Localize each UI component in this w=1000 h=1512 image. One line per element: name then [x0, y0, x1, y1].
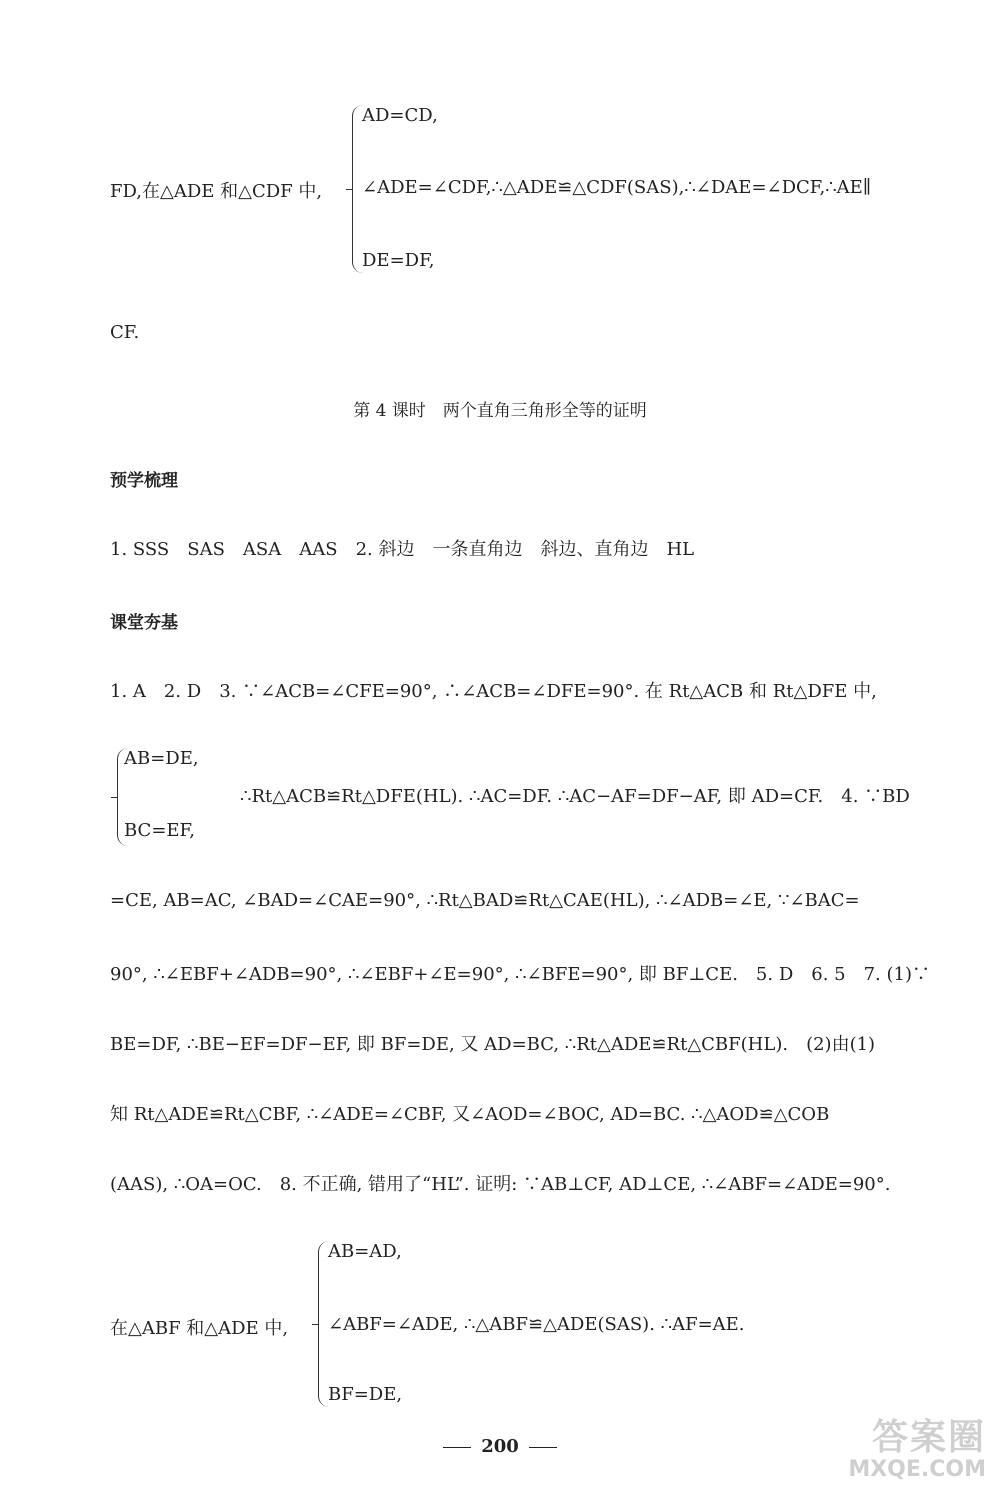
dash-left: [443, 1447, 471, 1448]
block2-row3: BC=EF,: [124, 820, 195, 841]
heading-prestudy: 预学梳理: [110, 471, 178, 491]
page-number-text: 200: [481, 1436, 519, 1457]
paragraph-4: BE=DF, ∴BE−EF=DF−EF, 即 BF=DE, 又 AD=BC, ∴Rt△ADE≌Rt△CBF(HL). (2)由(1): [110, 1034, 876, 1055]
block1-tail: CF.: [110, 322, 140, 343]
block3-row2: ∠ABF=∠ADE, ∴△ABF≌△ADE(SAS). ∴AF=AE.: [328, 1314, 745, 1335]
paragraph-1: 1. A 2. D 3. ∵∠ACB=∠CFE=90°, ∴∠ACB=∠DFE=90°. 在 Rt△ACB 和 Rt△DFE 中,: [110, 681, 877, 702]
paragraph-5: 知 Rt△ADE≌Rt△CBF, ∴∠ADE=∠CBF, 又∠AOD=∠BOC, AD=BC. ∴△AOD≌△COB: [110, 1104, 830, 1125]
paragraph-6: (AAS), ∴OA=OC. 8. 不正确, 错用了“HL”. 证明: ∵AB⊥CF, AD⊥CE, ∴∠ABF=∠ADE=90°.: [110, 1174, 891, 1195]
block1-row1: AD=CD,: [362, 105, 438, 126]
section-title: 第 4 课时 两个直角三角形全等的证明: [353, 401, 647, 421]
prestudy-answers: 1. SSS SAS ASA AAS 2. 斜边 一条直角边 斜边、直角边 HL: [110, 539, 695, 560]
dash-right: [529, 1447, 557, 1448]
block2-row1: AB=DE,: [124, 748, 199, 769]
watermark-logo: [848, 1418, 986, 1482]
block3-row1: AB=AD,: [328, 1241, 402, 1262]
block2-mid: ∴Rt△ACB≌Rt△DFE(HL). ∴AC=DF. ∴AC−AF=DF−AF, 即 AD=CF. 4. ∵BD: [240, 786, 910, 807]
block3-row3: BF=DE,: [328, 1384, 403, 1405]
block3-prefix: 在△ABF 和△ADE 中,: [110, 1318, 289, 1339]
block1-prefix: FD,在△ADE 和△CDF 中,: [110, 181, 323, 202]
watermark-line2: MXQE.COM: [848, 1456, 986, 1482]
paragraph-3: 90°, ∴∠EBF+∠ADB=90°, ∴∠EBF+∠E=90°, ∴∠BFE=90°, 即 BF⊥CE. 5. D 6. 5 7. (1)∵: [110, 964, 931, 985]
watermark-line1: 答案圈: [871, 1417, 986, 1458]
block1-row2: ∠ADE=∠CDF,∴△ADE≌△CDF(SAS),∴∠DAE=∠DCF,∴AE∥: [362, 177, 872, 198]
heading-classwork: 课堂夯基: [110, 613, 178, 633]
paragraph-2: =CE, AB=AC, ∠BAD=∠CAE=90°, ∴Rt△BAD≌Rt△CAE(HL), ∴∠ADB=∠E, ∵∠BAC=: [110, 890, 860, 911]
block1-row3: DE=DF,: [362, 250, 435, 271]
